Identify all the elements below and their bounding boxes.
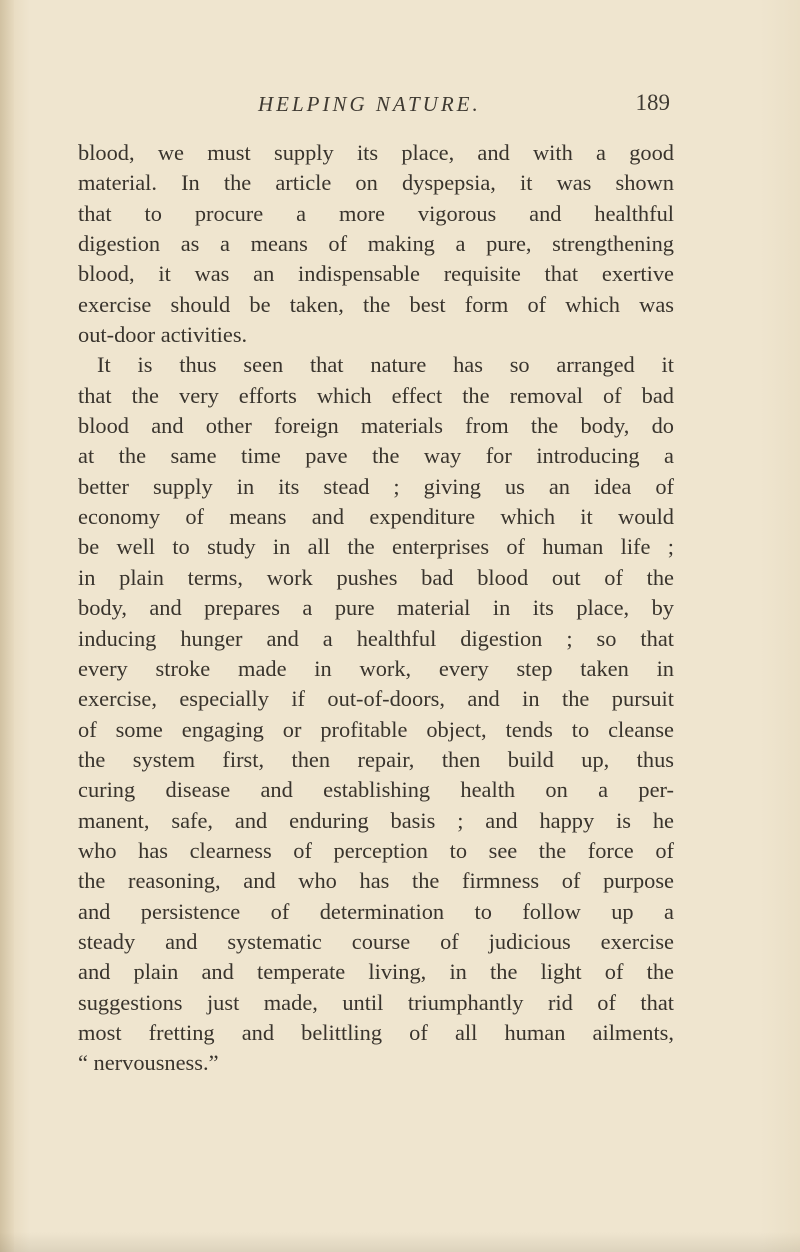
text-line: who has clearness of perception to see the force of	[78, 837, 674, 863]
text-line: at the same time pave the way for introducing a	[78, 443, 674, 469]
text-line: steady and systematic course of judicious exercise	[78, 928, 674, 954]
text-line: and plain and temperate living, in the light of the	[78, 959, 674, 985]
text-line: and persistence of determination to follow up a	[78, 898, 674, 924]
text-line: “ nervousness.”	[78, 1050, 219, 1076]
text-line: manent, safe, and enduring basis ; and happy is he	[78, 807, 674, 833]
binding-gutter-shadow	[0, 0, 14, 1252]
page-number: 189	[635, 90, 670, 115]
text-line: of some engaging or profitable object, tends to cleanse	[78, 716, 674, 742]
body-text	[78, 138, 674, 1079]
text-line: the reasoning, and who has the firmness of purpose	[78, 868, 674, 894]
text-line: material. In the article on dyspepsia, it was shown	[78, 170, 674, 196]
text-line: the system first, then repair, then build up, thus	[78, 746, 674, 772]
text-line: blood and other foreign materials from the body, do	[78, 413, 674, 439]
page-header	[78, 88, 670, 122]
text-line: better supply in its stead ; giving us an idea of	[78, 473, 674, 499]
text-line: blood, we must supply its place, and with a good	[78, 140, 674, 165]
text-line: inducing hunger and a healthful digestion ; so that	[78, 625, 674, 651]
text-line: that to procure a more vigorous and healthful	[78, 200, 674, 226]
text-line: curing disease and establishing health on a per-	[78, 777, 674, 803]
text-line: every stroke made in work, every step taken in	[78, 655, 674, 681]
text-line: be well to study in all the enterprises of human life ;	[78, 534, 674, 560]
text-line: most fretting and belittling of all human ailments,	[78, 1019, 674, 1045]
running-head: HELPING NATURE.	[258, 92, 481, 116]
text-line: body, and prepares a pure material in its place, by	[78, 595, 674, 621]
text-line: exercise should be taken, the best form of which was	[78, 291, 674, 317]
text-line: in plain terms, work pushes bad blood out of the	[78, 564, 674, 590]
text-line: out-door activities.	[78, 322, 248, 348]
text-line: that the very efforts which effect the removal of bad	[78, 382, 674, 408]
paragraph-first-line: It is thus seen that nature has so arranged it	[97, 352, 674, 378]
text-line: economy of means and expenditure which it would	[78, 504, 674, 530]
page-bottom-edge	[0, 1232, 800, 1252]
text-line: blood, it was an indispensable requisite that exertive	[78, 261, 674, 287]
text-line: suggestions just made, until triumphantly rid of that	[78, 989, 674, 1015]
text-line: digestion as a means of making a pure, strengthening	[78, 231, 674, 257]
text-line: exercise, especially if out-of-doors, and in the pursuit	[78, 686, 674, 712]
